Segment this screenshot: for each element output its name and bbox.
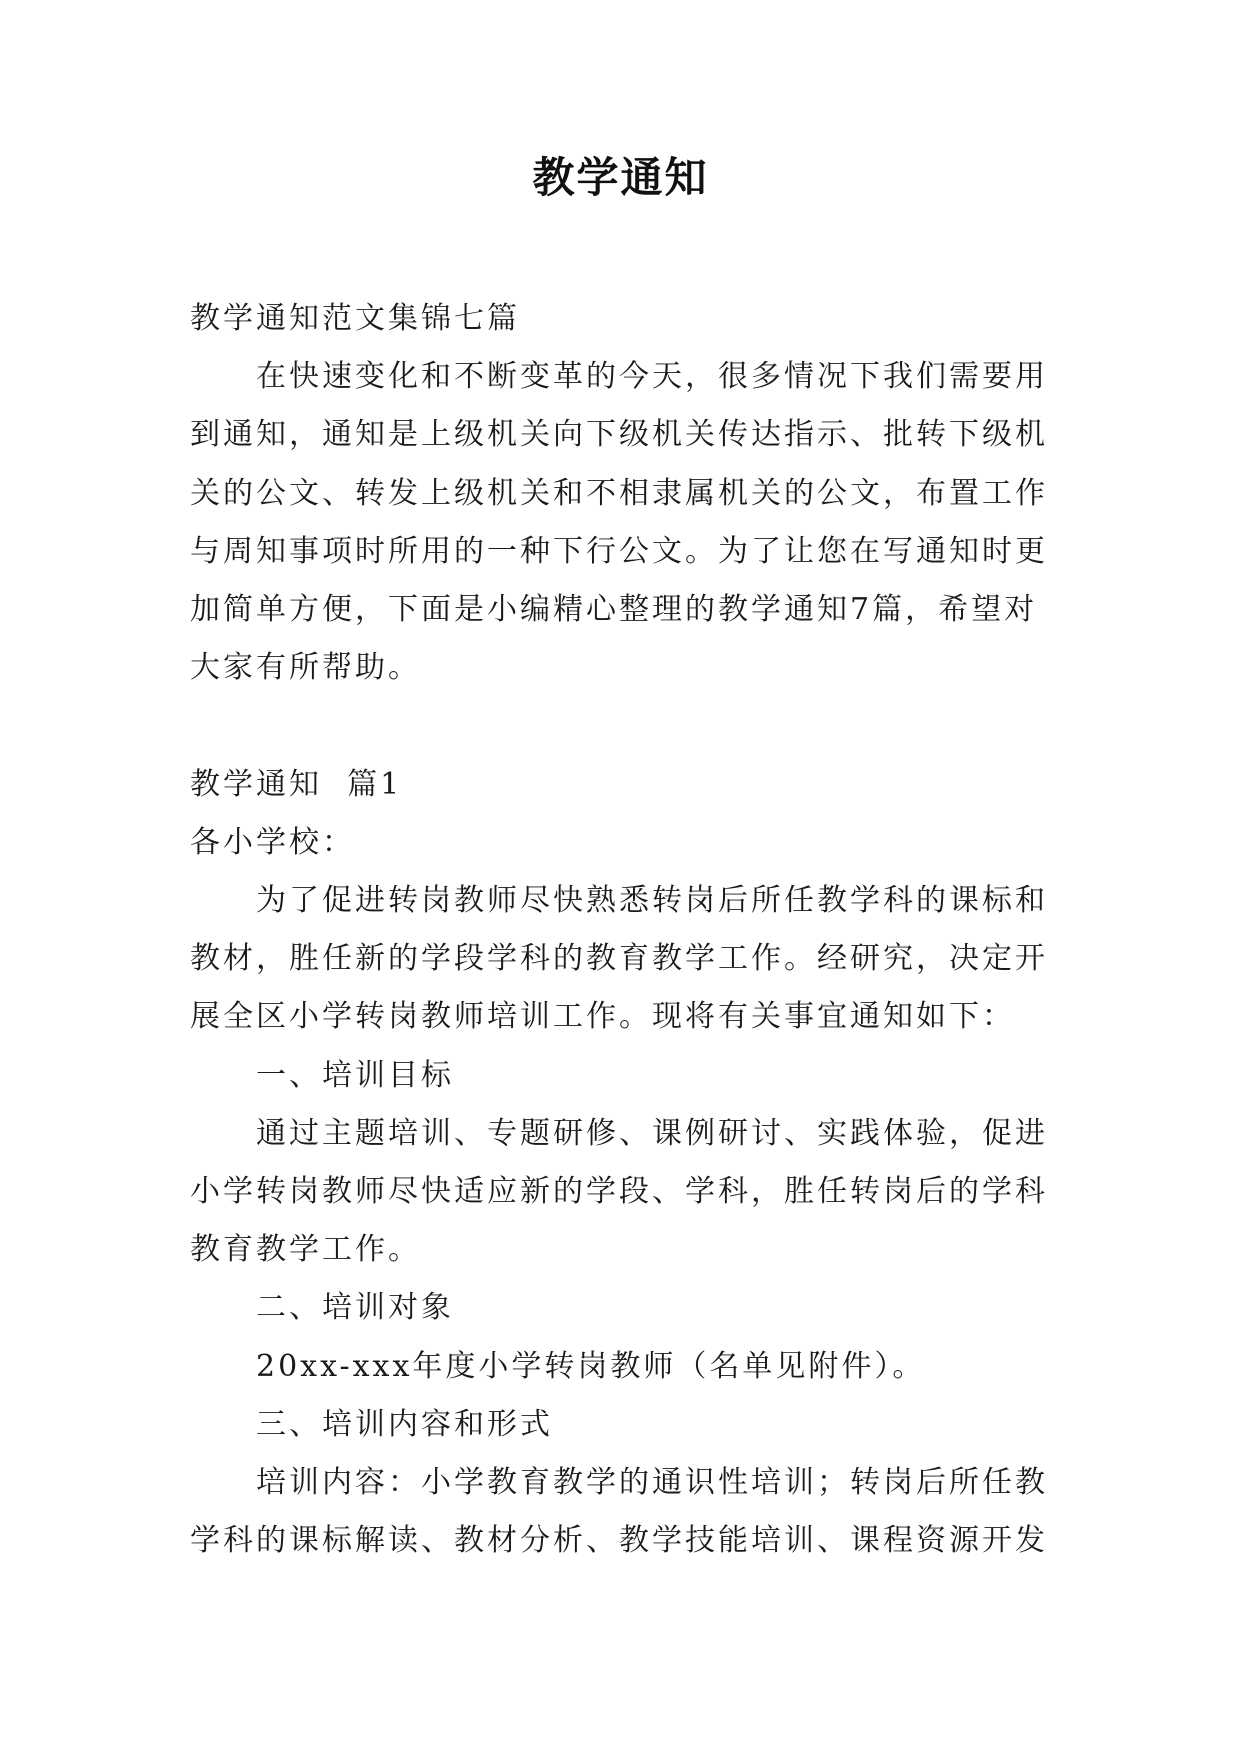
paragraph-training-goals: 通过主题培训、专题研修、课例研讨、实践体验，促进小学转岗教师尽快适应新的学段、学科，胜任转岗后的学科教育教学工作。	[190, 1115, 1048, 1268]
document-title: 教学通知	[532, 153, 709, 202]
paragraph-training-targets: 20xx-xxx年度小学转岗教师（名单见附件）。	[256, 1348, 926, 1384]
heading-training-content: 三、培训内容和形式	[256, 1406, 553, 1442]
section-spacer	[190, 697, 1060, 755]
intro-paragraph: 在快速变化和不断变革的今天，很多情况下我们需要用到通知，通知是上级机关向下级机关传达指示、批转下级机关的公文、转发上级机关和不相隶属机关的公文，布置工作与周知事项时所用的一种下行公文。为了让您在写通知时更加简单方便，下面是小编精心整理的教学通知7篇，希望对大家有所帮助。	[190, 359, 1048, 686]
heading-training-goals: 一、培训目标	[256, 1057, 454, 1093]
section-heading: 教学通知 篇1	[190, 766, 403, 802]
paragraph-purpose: 为了促进转岗教师尽快熟悉转岗后所任教学科的课标和教材，胜任新的学段学科的教育教学工作。经研究，决定开展全区小学转岗教师培训工作。现将有关事宜通知如下：	[190, 883, 1048, 1035]
document-subtitle: 教学通知范文集锦七篇	[190, 301, 520, 336]
heading-training-targets: 二、培训对象	[256, 1290, 454, 1326]
document-body	[190, 290, 1060, 1570]
paragraph-training-content: 培训内容：小学教育教学的通识性培训；转岗后所任教学科的课标解读、教材分析、教学技能培训、课程资源开发	[190, 1465, 1048, 1559]
salutation: 各小学校：	[190, 824, 355, 860]
